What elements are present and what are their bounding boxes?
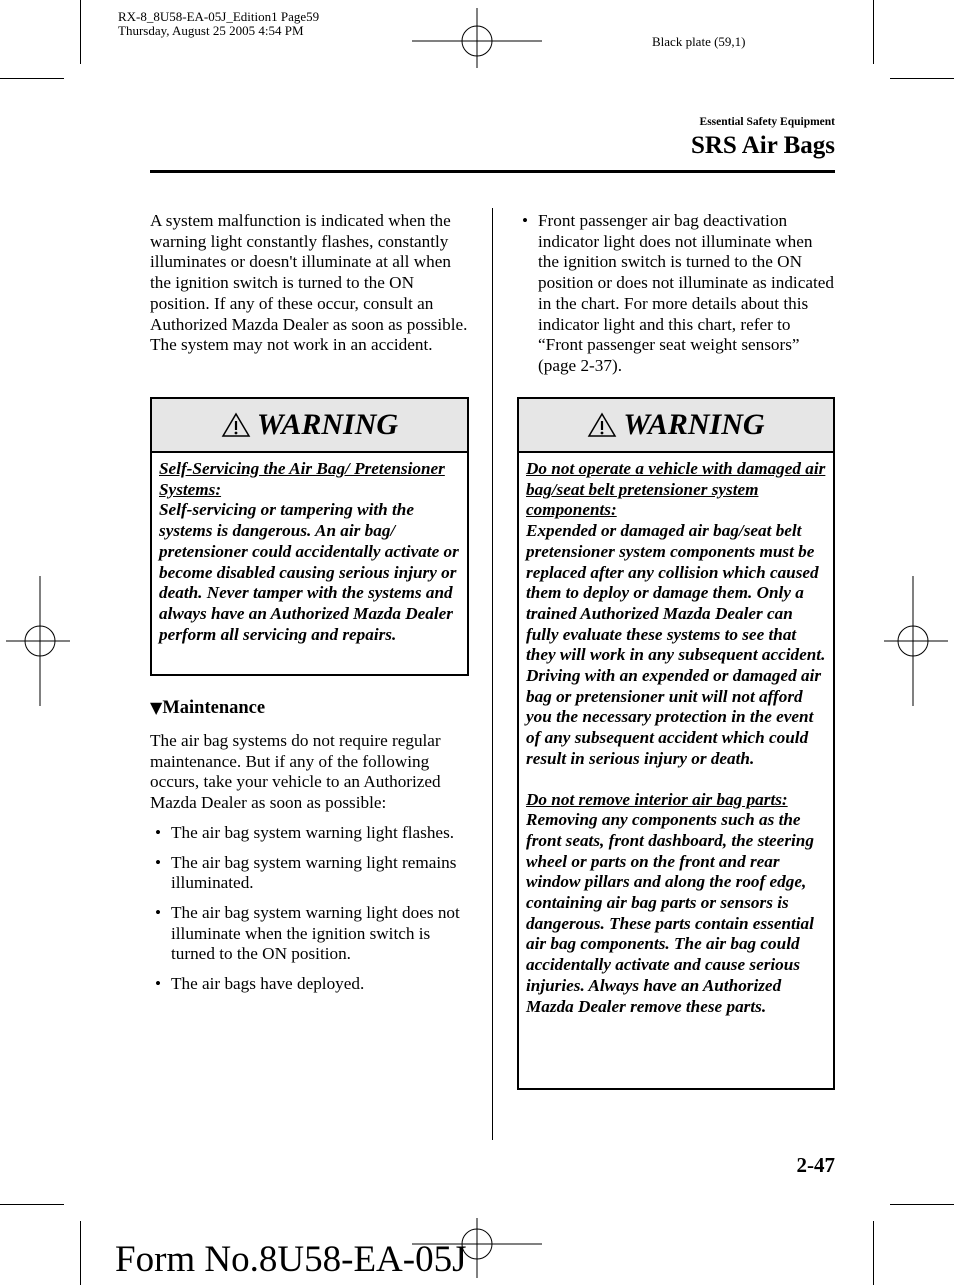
list-item: • Front passenger air bag deactivation indicator light does not illuminate when the ignition switch is turned to the ON position or does not illuminate as indicated in the chart. For more details about this indicator light and this chart, refer to “Front passenger seat weight sensors” (page 2-37).	[522, 211, 834, 375]
warning-triangle-icon	[587, 412, 617, 438]
warning-heading: Do not remove interior air bag parts:	[526, 789, 788, 809]
maintenance-intro: The air bag systems do not require regular maintenance. But if any of the following occurs, take your vehicle to an Authorized Mazda Dealer as soon as possible:	[150, 731, 441, 813]
form-number: Form No.8U58-EA-05J	[115, 1239, 467, 1280]
list-item: • The air bag system warning light remains illuminated.	[155, 852, 457, 893]
list-item: • The air bag system warning light does not illuminate when the ignition switch is turned to the ON position.	[155, 902, 460, 964]
header-rule	[150, 170, 835, 173]
registration-mark-icon	[412, 8, 542, 68]
warning-body	[152, 453, 467, 645]
print-info-line1: RX-8_8U58-EA-05J_Edition1 Page59	[118, 9, 320, 24]
warning-title: WARNING	[623, 408, 765, 441]
warning-text: Expended or damaged air bag/seat belt pretensioner system components must be replaced after any collision which caused them to deploy or damage them. Only a trained Authorized Mazda Dealer can fully evaluate these systems to see that they will work in any subsequent accident. Driving with an expended or damaged air bag or pretensioner unit will not afford you the necessary protection in the event of any subsequent accident which could result in serious injury or death.	[526, 521, 826, 768]
section-label: Essential Safety Equipment	[699, 116, 835, 128]
maintenance-list	[150, 823, 470, 995]
maintenance-heading-text: Maintenance	[162, 698, 266, 718]
right-bullet	[517, 211, 835, 377]
warning-box-right	[517, 397, 835, 1090]
list-item: • The air bag system warning light flashes.	[155, 822, 455, 842]
warning-box-left	[150, 397, 469, 676]
page-number: 2-47	[796, 1153, 835, 1177]
warning-heading: Do not operate a vehicle with damaged air bag/seat belt pretensioner system components:	[526, 459, 826, 520]
column-divider	[492, 208, 493, 1140]
warning-text: Self-servicing or tampering with the systems is dangerous. An air bag/ pretensioner could accidentally activate or become disabled causing serious injury or death. Never tamper with the systems and always have an Authorized Mazda Dealer perform all servicing and repairs.	[159, 500, 459, 644]
intro-paragraph: A system malfunction is indicated when the warning light constantly flashes, constantly illuminates or doesn't illuminate at all when the ignition switch is turned to the ON position. If any of these occur, consult an Authorized Mazda Dealer as soon as possible. The system may not work in an accident.	[150, 211, 468, 355]
warning-header	[152, 399, 467, 453]
warning-title: WARNING	[256, 408, 399, 441]
maintenance-section	[150, 731, 470, 995]
warning-text: Removing any components such as the front seats, front dashboard, the steering wheel or parts on the front and rear window pillars and along the roof edge, containing air bag parts or sensors is dangerous. These parts contain essential air bag components. The air bag could accidentally activate and cause serious injuries. Always have an Authorized Mazda Dealer remove these parts.	[526, 810, 814, 1016]
page-title: SRS Air Bags	[690, 132, 835, 159]
list-item: • The air bags have deployed.	[155, 974, 365, 994]
print-info-line2: Thursday, August 25 2005 4:54 PM	[118, 23, 304, 38]
triangle-down-icon: ▼	[150, 698, 163, 717]
warning-triangle-icon	[221, 412, 251, 438]
warning-heading: Self-Servicing the Air Bag/ Pretensioner Systems:	[159, 459, 445, 499]
registration-mark-icon	[884, 576, 948, 706]
print-info	[118, 10, 319, 38]
plate-info: Black plate (59,1)	[652, 34, 746, 49]
maintenance-heading	[150, 697, 265, 719]
registration-mark-icon	[6, 576, 70, 706]
warning-header	[519, 399, 833, 453]
warning-body	[519, 453, 833, 1017]
